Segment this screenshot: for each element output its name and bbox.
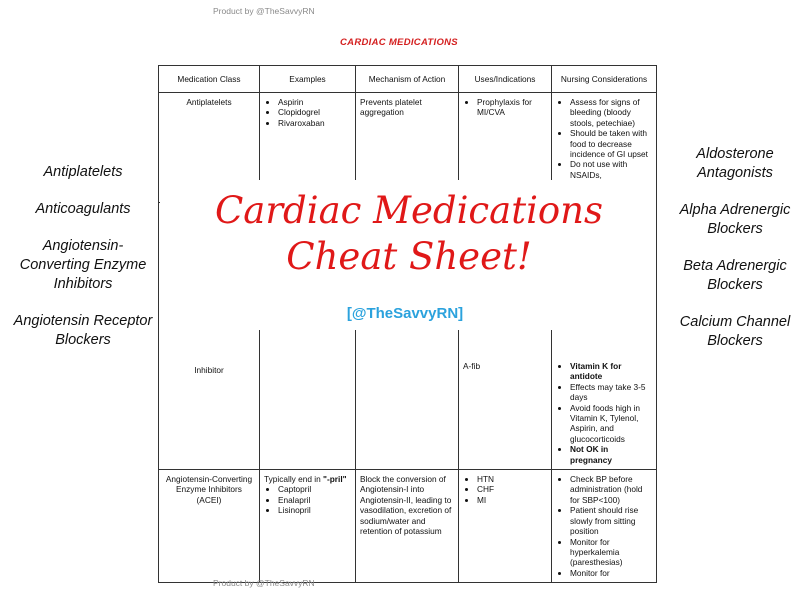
table-row	[159, 470, 657, 583]
header-class: Medication Class	[159, 66, 260, 93]
row3-examples	[260, 470, 356, 583]
list-item: • Enalapril	[278, 495, 351, 505]
row3-uses	[459, 470, 552, 583]
left-item-antiplatelets: Antiplatelets	[43, 164, 123, 180]
list-item: • Not OK in pregnancy	[570, 444, 652, 465]
row3-mechanism: Block the conversion of Angiotensin-I into Angiotensin-II, leading to vasodilation, excretion of sodium/water and retention of potassium	[356, 470, 459, 583]
headline-line1: Cardiac Medications	[215, 189, 603, 232]
left-item-anticoagulants: Anticoagulants	[35, 201, 131, 217]
header-examples: Examples	[260, 66, 356, 93]
list-item: • Rivaroxaban	[278, 118, 351, 128]
list-item: • Lisinopril	[278, 505, 351, 515]
credit-bottom: Product by @TheSavvyRN	[213, 578, 315, 588]
row3-class: Angiotensin-Converting Enzyme Inhibitors (ACEI)	[159, 470, 260, 583]
header-mechanism: Mechanism of Action	[356, 66, 459, 93]
table-header-row	[159, 66, 657, 93]
header-uses: Uses/Indications	[459, 66, 552, 93]
row3-nursing	[552, 470, 657, 583]
examples-intro-text: Typically end in	[264, 474, 321, 485]
row1-class: Antiplatelets	[159, 93, 260, 203]
right-category-list	[660, 145, 794, 369]
header-nursing: Nursing Considerations	[552, 66, 657, 93]
list-item: • MI	[477, 495, 547, 505]
right-item-ccb: Calcium Channel Blockers	[679, 314, 791, 349]
row2-uses: A-fib	[459, 203, 552, 470]
list-item: • Patient should rise slowly from sitting position	[570, 505, 652, 536]
right-item-alpha-blockers: Alpha Adrenergic Blockers	[679, 202, 791, 237]
list-item: • Avoid foods high in Vitamin K, Tylenol, Aspirin, and glucocorticoids	[570, 403, 652, 445]
right-item-aldosterone: Aldosterone Antagonists	[696, 146, 774, 181]
examples-suffix-text: "-pril"	[323, 474, 347, 485]
list-item: • Aspirin	[278, 97, 351, 107]
list-item: • Prophylaxis for MI/CVA	[477, 97, 547, 118]
left-item-arb: Angiotensin Receptor Blockers	[13, 313, 153, 348]
headline-line2: Cheat Sheet!	[286, 235, 532, 278]
list-item: • Effects may take 3-5 days	[570, 382, 652, 403]
row3-examples-intro	[264, 474, 351, 484]
row1-mechanism: Prevents platelet aggregation	[356, 93, 459, 203]
list-item: • Vitamin K for antidote	[570, 361, 652, 382]
row2-class: Inhibitor	[159, 203, 260, 470]
list-item: • Check BP before administration (hold for SBP<100)	[570, 474, 652, 505]
list-item: • CHF	[477, 484, 547, 494]
list-item: • Should be taken with food to decrease incidence of GI upset	[570, 128, 652, 159]
list-item: • HTN	[477, 474, 547, 484]
list-item: • Assess for signs of bleeding (bloody stools, petechiae)	[570, 97, 652, 128]
left-item-acei: Angiotensin-Converting Enzyme Inhibitors	[19, 238, 147, 292]
social-handle: [@TheSavvyRN]	[346, 305, 464, 322]
sheet-title: CARDIAC MEDICATIONS	[340, 37, 458, 48]
list-item: • Do not use with NSAIDs,	[570, 159, 652, 180]
list-item: • Captopril	[278, 484, 351, 494]
left-category-list	[8, 163, 158, 368]
right-item-beta-blockers: Beta Adrenergic Blockers	[683, 258, 787, 293]
list-item: • Monitor for hyperkalemia (paresthesias)	[570, 537, 652, 568]
list-item: • Clopidogrel	[278, 107, 351, 117]
list-item: • Monitor for	[570, 568, 652, 578]
credit-top: Product by @TheSavvyRN	[213, 6, 315, 16]
